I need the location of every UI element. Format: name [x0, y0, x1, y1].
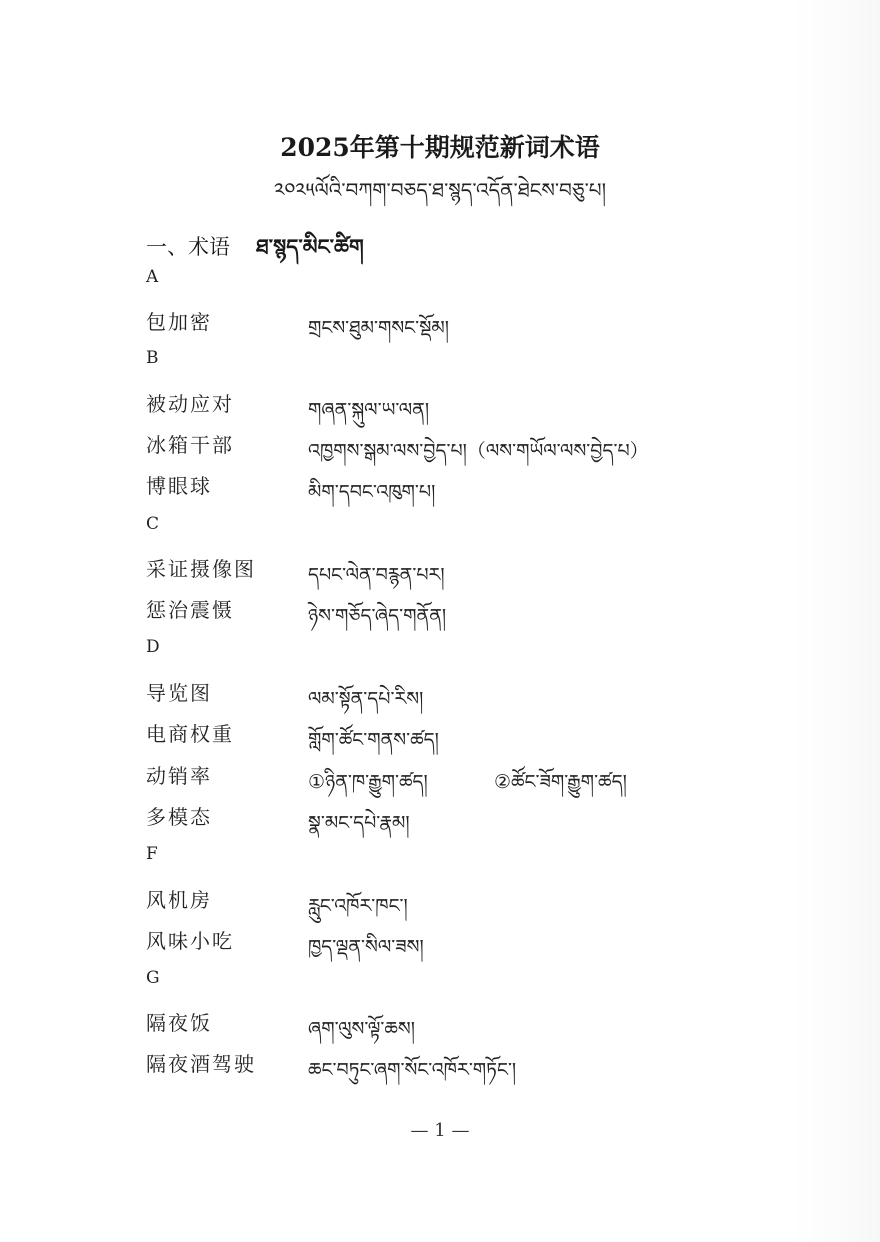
term-chinese: 导览图 [146, 681, 212, 705]
term-chinese: 采证摄像图 [146, 557, 256, 581]
group-letter-d: D [146, 637, 160, 657]
term-chinese: 隔夜酒驾驶 [146, 1052, 256, 1076]
term-chinese: 电商权重 [146, 722, 234, 746]
term-chinese: 冰箱干部 [146, 433, 234, 457]
term-tibetan: འཁྱགས་སྒམ་ལས་བྱེད་པ།（ལས་གཡོལ་ལས་བྱེད་པ） [308, 440, 649, 462]
term-tibetan-alternate: ②ཚོང་ཟོག་རྒྱུག་ཚད། [494, 771, 627, 793]
term-chinese: 被动应对 [146, 392, 234, 416]
section-heading [146, 224, 364, 283]
term-row [146, 925, 846, 958]
term-tibetan: རླུང་འཁོར་ཁང་། [308, 895, 408, 917]
term-tibetan: སྣ་མང་དཔེ་རྣམ། [308, 812, 410, 834]
term-row [146, 677, 846, 710]
group-letter-f: F [146, 844, 158, 864]
term-tibetan: དཔང་ལེན་བརྙན་པར། [308, 564, 445, 586]
term-tibetan: གློག་ཚོང་གནས་ཚད། [308, 729, 439, 751]
term-row [146, 801, 846, 834]
term-row [146, 718, 846, 751]
term-chinese: 动销率 [146, 764, 212, 788]
group-letter-c: C [146, 514, 160, 534]
term-tibetan: ཆང་བཏུང་ཞག་སོང་འཁོར་གཏོང་། [308, 1059, 517, 1081]
term-tibetan: ཞག་ལུས་ལྟོ་ཆས། [308, 1018, 415, 1040]
term-chinese: 包加密 [146, 310, 212, 334]
page-number: — 1 — [410, 1120, 470, 1141]
term-row [146, 594, 846, 627]
section-label-tibetan: ཐ་སྙད་མིང་ཚིག [256, 235, 364, 259]
group-letter-g: G [146, 968, 160, 988]
term-row [146, 760, 846, 793]
group-letter-a: A [146, 267, 159, 287]
term-row [146, 1048, 846, 1081]
section-label-chinese: 一、术语 [146, 235, 230, 259]
term-row [146, 388, 846, 421]
term-row [146, 306, 846, 339]
term-tibetan: ལམ་སྟོན་དཔེ་རིས། [308, 688, 424, 710]
term-tibetan: ཉེས་གཅོད་ཞེད་གནོན། [308, 605, 447, 627]
term-row [146, 1007, 846, 1040]
term-row [146, 553, 846, 586]
term-row [146, 429, 846, 462]
term-tibetan: ཁྱད་ལྡན་སིལ་ཟས། [308, 936, 424, 958]
term-chinese: 多模态 [146, 805, 212, 829]
term-chinese: 博眼球 [146, 474, 212, 498]
term-tibetan: ①ཉིན་ཁ་རྒྱུག་ཚད། [308, 771, 428, 793]
term-row [146, 470, 846, 503]
term-row [146, 884, 846, 917]
term-chinese: 风机房 [146, 888, 212, 912]
term-tibetan: མིག་དབང་འཁུག་པ། [308, 481, 436, 503]
term-chinese: 隔夜饭 [146, 1011, 212, 1035]
term-tibetan: གཞན་སྐུལ་ཡ་ལན། [308, 399, 430, 421]
page-subtitle-tibetan: ༢༠༢༥ལོའི་བཀག་བཅད་ཐ་སྙད་འདོན་ཐེངས་བཅུ་པ། [273, 178, 607, 202]
term-chinese: 惩治震慑 [146, 598, 234, 622]
group-letter-b: B [146, 348, 159, 368]
term-tibetan: གྲངས་ཐུམ་གསང་སྡོམ། [308, 317, 449, 339]
term-chinese: 风味小吃 [146, 929, 234, 953]
page-title: 2025年第十期规范新词术语 [280, 133, 600, 162]
